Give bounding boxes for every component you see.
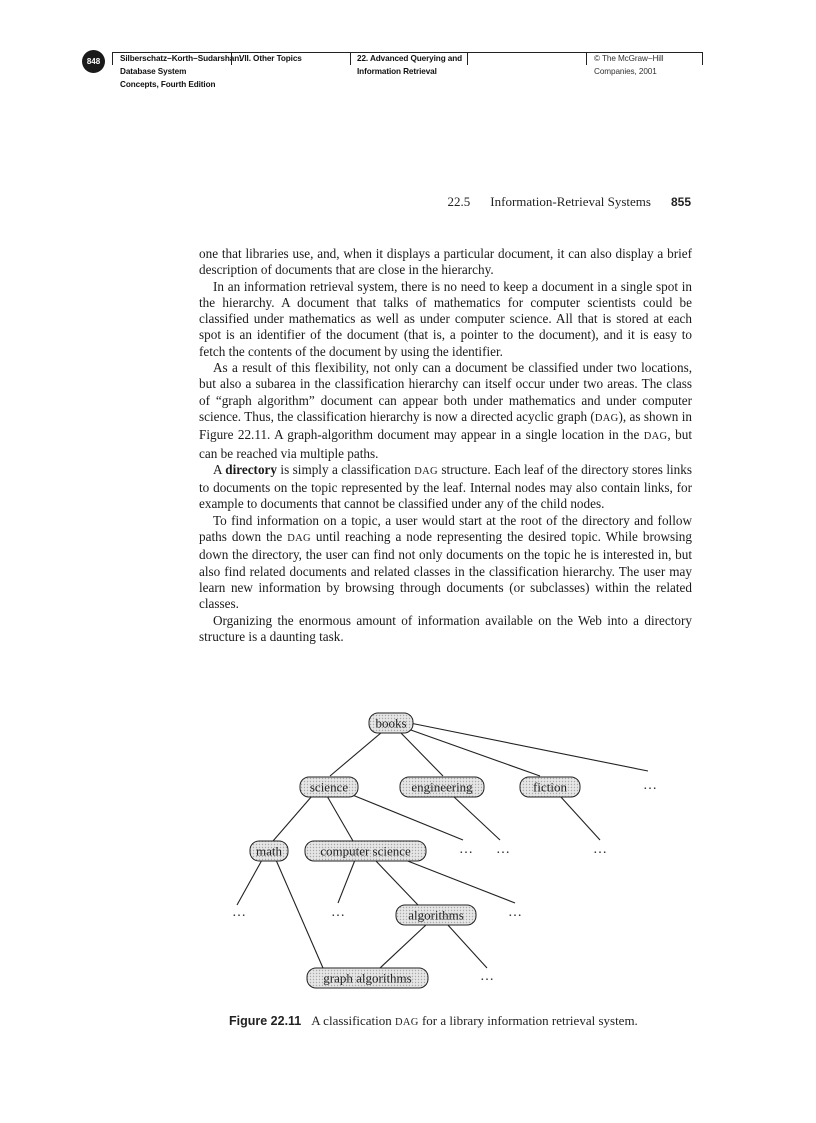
edge-cs-more <box>338 860 355 903</box>
small-caps-term: DAG <box>287 533 311 545</box>
edge-science-math <box>273 796 312 841</box>
text-run: until reaching a node representing the desired topic. While browsing down the directory, the user can find not only documents on the topic he is interested in, but also find related documents and related classes in the classification hierarchy. The user may learn new information by browsing through documents (or subclasses) within the related classes. <box>199 529 692 612</box>
header-copyright-line: Companies, 2001 <box>594 67 657 76</box>
small-caps-term: DAG <box>643 431 668 443</box>
header-authors-line: Database System <box>120 67 187 76</box>
paragraph: one that libraries use, and, when it displays a particular document, it can also display a brief description of documents that are close in the hierarchy. <box>199 246 692 278</box>
edge-science-computer-science <box>327 796 353 841</box>
section-number: 22.5 <box>447 194 471 209</box>
edge-fiction-more <box>560 796 600 840</box>
dag-edges <box>237 723 648 968</box>
small-caps-term: DAG <box>414 465 438 477</box>
node-engineering <box>400 777 484 797</box>
caption-text: for a library information retrieval system. <box>418 1013 638 1028</box>
edge-cs-algorithms <box>375 860 418 905</box>
edge-engineering-more <box>453 796 500 840</box>
text-run: is simply a classification <box>277 461 415 477</box>
text-run: To find information on a topic, a user would start at the root of the directory and follow paths down the <box>199 512 692 545</box>
node-math <box>250 841 288 861</box>
ellipsis: … <box>232 905 246 920</box>
ellipsis: … <box>480 969 494 984</box>
edge-algorithms-more <box>447 924 487 968</box>
node-label: books <box>375 715 407 731</box>
node-label: engineering <box>411 779 473 795</box>
section-title: Information-Retrieval Systems <box>490 194 651 209</box>
text-run: ), as shown in Figure 22.11. A graph-algorithm document may appear in a single location in the <box>199 408 692 443</box>
node-label: science <box>309 779 349 795</box>
node-science <box>300 777 358 797</box>
caption-text: A classification <box>311 1013 396 1028</box>
small-caps-term: DAG <box>395 1017 419 1028</box>
header-part-label: VII. Other Topics <box>239 54 302 63</box>
header-authors-line: Silberschatz−Korth−Sudarshan: <box>120 54 242 63</box>
page-badge: 848 <box>82 50 105 73</box>
page-number: 855 <box>670 195 691 209</box>
node-label: computer science <box>320 843 411 859</box>
node-label: algorithms <box>408 907 464 923</box>
figure-label: Figure 22.11 <box>229 1014 302 1028</box>
node-label: graph algorithms <box>323 970 412 986</box>
header-chapter-line: Information Retrieval <box>357 67 437 76</box>
ellipsis: … <box>459 842 473 857</box>
node-fiction <box>520 777 580 797</box>
edge-cs-more <box>400 858 515 903</box>
node-label: fiction <box>533 779 567 795</box>
ellipsis: … <box>331 905 345 920</box>
figure-caption <box>229 1013 638 1029</box>
node-books <box>369 713 413 733</box>
text-run: A <box>213 461 226 477</box>
paragraph: Organizing the enormous amount of information available on the Web into a directory structure is a daunting task. <box>199 612 692 644</box>
ellipsis: … <box>593 842 607 857</box>
text-run: As a result of this flexibility, not only can a document be classified under two locations, but also a subarea in the classification hierarchy can itself occur under two areas. The class of “graph algorithm” document can appear both under mathematics and under computer science. Thus, the classification hierarchy is now a directed acyclic graph ( <box>199 360 692 424</box>
header-copyright-line: © The McGraw−Hill <box>594 54 664 63</box>
header-chapter-line: 22. Advanced Querying and <box>357 54 463 63</box>
ellipsis: … <box>643 778 657 793</box>
edge-math-graph-algorithms <box>276 860 323 968</box>
edge-science-more <box>350 794 463 840</box>
edge-books-more <box>410 723 648 771</box>
small-caps-term: DAG <box>594 412 619 424</box>
edge-math-more <box>237 860 262 905</box>
node-graph-algorithms <box>307 968 428 988</box>
paragraph: In an information retrieval system, there is no need to keep a document in a single spot in the hierarchy. A document that talks of mathematics for computer scientists could be classified under mathematics as well as under computer science. All that is stored at each spot is an identifier of the document (that is, a pointer to the document), and it is easy to fetch the contents of the document by using the identifier. <box>199 278 692 359</box>
node-algorithms <box>396 905 476 925</box>
defined-term: directory <box>225 461 277 477</box>
edge-books-science <box>330 732 382 776</box>
text-run: structure. Each leaf of the directory stores links to documents on the topic represented by the leaf. Internal nodes may also contain links, for example to documents that cannot be classified under any of the child nodes. <box>199 461 692 512</box>
text-run: , but can be reached via multiple paths. <box>199 427 692 461</box>
node-computer-science <box>305 841 426 861</box>
node-label: math <box>256 843 282 859</box>
edge-algorithms-graph-algorithms <box>380 924 427 968</box>
header-authors-line: Concepts, Fourth Edition <box>120 80 216 89</box>
ellipsis: … <box>496 842 510 857</box>
ellipsis: … <box>508 905 522 920</box>
